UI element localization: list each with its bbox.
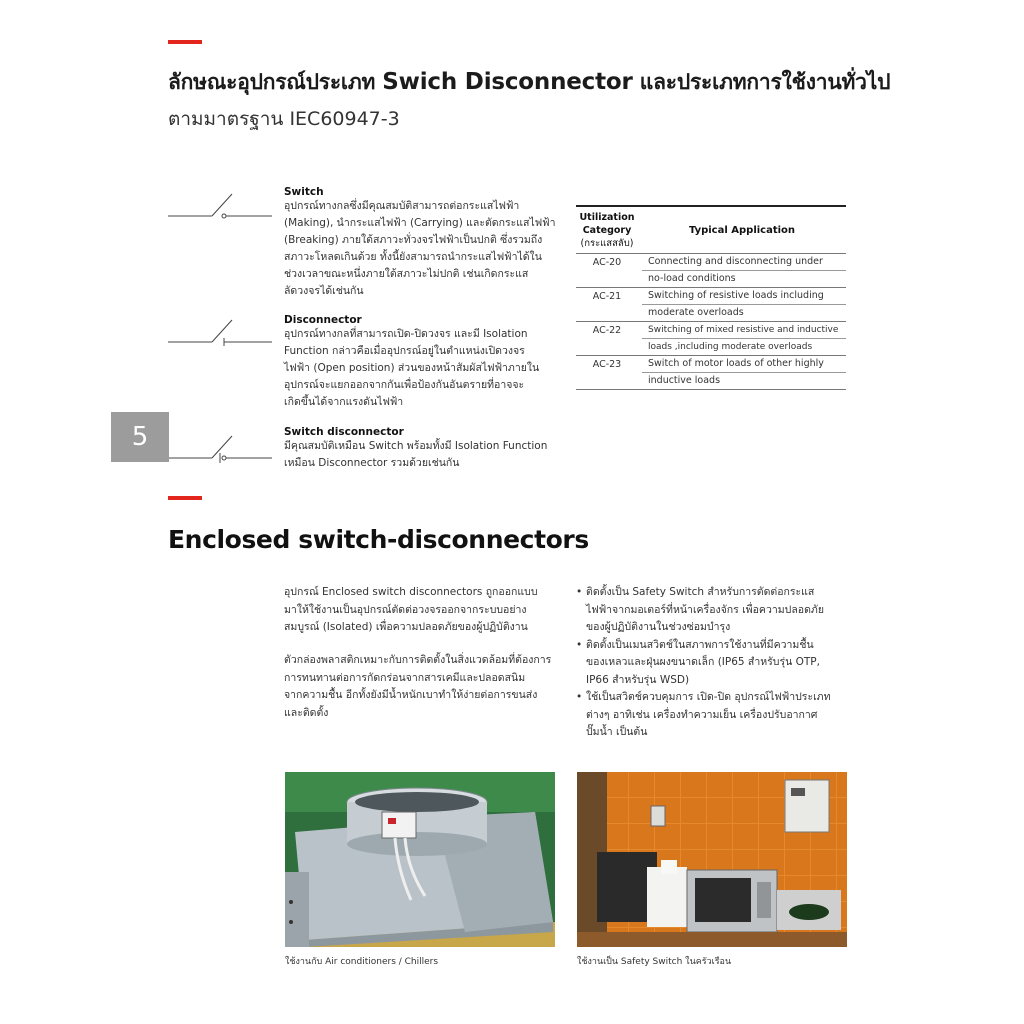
- table-cell-line: Switch of motor loads of other highly: [642, 356, 846, 373]
- definition-line: เกิดขึ้นได้จากแรงดันไฟฟ้า: [284, 396, 404, 408]
- switch-symbol-icon: [168, 190, 272, 226]
- paragraph-line: อุปกรณ์ Enclosed switch disconnectors ถูกออกแบบ: [284, 586, 538, 598]
- list-item-line: ติดตั้งเป็นเมนสวิตช์ในสภาพการใช้งานที่มีความชื้น: [586, 638, 814, 651]
- list-item-line: ต่างๆ อาทิเช่น เครื่องทำความเย็น เครื่องปรับอากาศ: [586, 708, 818, 721]
- definition-line: ลัดวงจรได้เช่นกัน: [284, 285, 364, 297]
- table-header-category: [576, 211, 638, 250]
- table-cell-line: Connecting and disconnecting under: [642, 254, 846, 271]
- definition-line: อุปกรณ์ทางกลซึ่งมีคุณสมบัติสามารถต่อกระแสไฟฟ้า: [284, 200, 520, 212]
- definition-line: (Making), นำกระแสไฟฟ้า (Carrying) และตัดกระแสไฟฟ้า: [284, 217, 556, 229]
- definition-switch-disconnector: [284, 426, 564, 472]
- table-cell-application: [642, 254, 846, 287]
- table-cell-line: inductive loads: [648, 375, 721, 386]
- table-header-line: Utilization: [579, 211, 635, 223]
- list-item-line: ของเหลวและฝุ่นผงขนาดเล็ก (IP65 สำหรับรุ่น OTP,: [586, 656, 820, 668]
- bullet-icon: •: [576, 691, 583, 703]
- list-item-line: ปั๊มน้ำ เป็นต้น: [586, 726, 648, 738]
- table-cell-line: moderate overloads: [648, 307, 744, 318]
- definition-line: ช่วงเวลาขณะหนึ่งภายใต้สภาวะไม่ปกติ เช่นเกิดกระแส: [284, 268, 529, 280]
- table-header-line: Category: [582, 224, 632, 236]
- list-item-line: ของผู้ปฏิบัติงานในช่วงซ่อมบำรุง: [586, 621, 731, 633]
- usage-bullet-list: [576, 584, 854, 742]
- definition-body: [284, 198, 564, 300]
- list-item-line: ติดตั้งเป็น Safety Switch สำหรับการตัดต่อกระแส: [586, 586, 815, 598]
- list-item-line: ไฟฟ้าจากมอเตอร์ที่หน้าเครื่องจักร เพื่อความปลอดภัย: [586, 603, 824, 616]
- definition-switch: [284, 186, 564, 300]
- definition-heading: Switch: [284, 186, 324, 198]
- list-item-line: ใช้เป็นสวิตช์ควบคุมการ เปิด-ปิด อุปกรณ์ไฟฟ้าประเภท: [586, 691, 831, 703]
- list-item: [576, 689, 854, 742]
- table-cell-category: AC-23: [592, 359, 622, 370]
- paragraph-line: จากความชื้น อีกทั้งยังมีน้ำหนักเบาทำให้ง่ายต่อการขนส่ง: [284, 689, 538, 701]
- section-number-tab: 5: [111, 412, 169, 462]
- photo-caption: ใช้งานเป็น Safety Switch ในครัวเรือน: [577, 957, 732, 967]
- page-subtitle: ตามมาตรฐาน IEC60947-3: [168, 108, 400, 130]
- table-cell-line: Switching of mixed resistive and inductive: [642, 322, 846, 339]
- table-cell-category: AC-20: [592, 257, 622, 268]
- table-row: [576, 322, 846, 356]
- material-paragraph: [284, 652, 574, 722]
- table-header: [576, 207, 846, 254]
- accent-bar-section: [168, 496, 202, 500]
- utilization-category-table: [576, 205, 846, 390]
- table-header-application: Typical Application: [688, 224, 796, 236]
- table-cell-line: no-load conditions: [648, 273, 736, 284]
- page-title: [168, 66, 891, 99]
- definition-line: เหมือน Disconnector รวมด้วยเช่นกัน: [284, 457, 460, 469]
- kitchen-photo: [577, 772, 847, 947]
- paragraph-line: และติดตั้ง: [284, 706, 329, 719]
- definition-heading: Switch disconnector: [284, 426, 404, 438]
- table-cell-application: [642, 356, 846, 389]
- photo-caption: ใช้งานกับ Air conditioners / Chillers: [285, 957, 439, 967]
- table-row: [576, 356, 846, 390]
- table-header-line: (กระแสสลับ): [580, 237, 634, 249]
- definition-line: (Breaking) ภายใต้สภาวะทั่วงจรไฟฟ้าเป็นปกติ ซึ่งรวมถึง: [284, 234, 543, 246]
- section-title: Enclosed switch-disconnectors: [168, 525, 589, 554]
- definition-line: อุปกรณ์ทางกลที่สามารถเปิด-ปิดวงจร และมี Isolation: [284, 328, 528, 340]
- definition-line: ไฟฟ้า (Open position) ส่วนของหน้าสัมผัสไฟฟ้าภายใน: [284, 362, 540, 374]
- accent-bar-top: [168, 40, 202, 44]
- title-thai-prefix: ลักษณะอุปกรณ์ประเภท: [168, 70, 376, 94]
- paragraph-line: สมบูรณ์ (Isolated) เพื่อความปลอดภัยของผู้ปฏิบัติงาน: [284, 621, 528, 633]
- table-cell-category: AC-22: [592, 325, 622, 336]
- table-cell-application: [642, 322, 846, 355]
- disconnector-symbol-icon: [168, 316, 272, 352]
- paragraph-line: มาให้ใช้งานเป็นอุปกรณ์ตัดต่อวงจรออกจากระบบอย่าง: [284, 603, 527, 616]
- table-cell-application: [642, 288, 846, 321]
- table-row: [576, 254, 846, 288]
- definition-line: อุปกรณ์จะแยกออกจากกันเพื่อป้องกันอันตรายที่อาจจะ: [284, 379, 525, 391]
- switch-disconnector-symbol-icon: [168, 432, 272, 468]
- bullet-icon: •: [576, 638, 583, 651]
- list-item-line: IP66 สำหรับรุ่น WSD): [586, 673, 690, 686]
- table-cell-line: loads ,including moderate overloads: [648, 342, 813, 352]
- chiller-photo: [285, 772, 555, 947]
- paragraph-line: ตัวกล่องพลาสติกเหมาะกับการติดตั้งในสิ่งแวดล้อมที่ต้องการ: [284, 654, 552, 666]
- title-thai-suffix: และประเภทการใช้งานทั่วไป: [639, 70, 891, 94]
- title-english: Swich Disconnector: [382, 69, 633, 95]
- bullet-icon: •: [576, 586, 583, 598]
- definition-line: สภาวะโหลดเกินด้วย ทั้งนี้ยังสามารถนำกระแสไฟฟ้าได้ใน: [284, 251, 542, 263]
- definition-body: [284, 438, 564, 472]
- intro-paragraph: [284, 584, 564, 637]
- definition-line: มีคุณสมบัติเหมือน Switch พร้อมทั้งมี Isolation Function: [284, 440, 548, 452]
- list-item: [576, 584, 854, 637]
- paragraph-line: การทนทานต่อการกัดกร่อนจากสารเคมีและปลอดสนิม: [284, 671, 526, 684]
- table-cell-category: AC-21: [592, 291, 622, 302]
- definition-body: [284, 326, 564, 411]
- definition-heading: Disconnector: [284, 314, 362, 326]
- definition-disconnector: [284, 314, 564, 411]
- table-cell-line: Switching of resistive loads including: [642, 288, 846, 305]
- table-row: [576, 288, 846, 322]
- definition-line: Function กล่าวคือเมื่ออุปกรณ์อยู่ในตำแหน่งเปิดวงจร: [284, 345, 525, 357]
- list-item: [576, 637, 854, 690]
